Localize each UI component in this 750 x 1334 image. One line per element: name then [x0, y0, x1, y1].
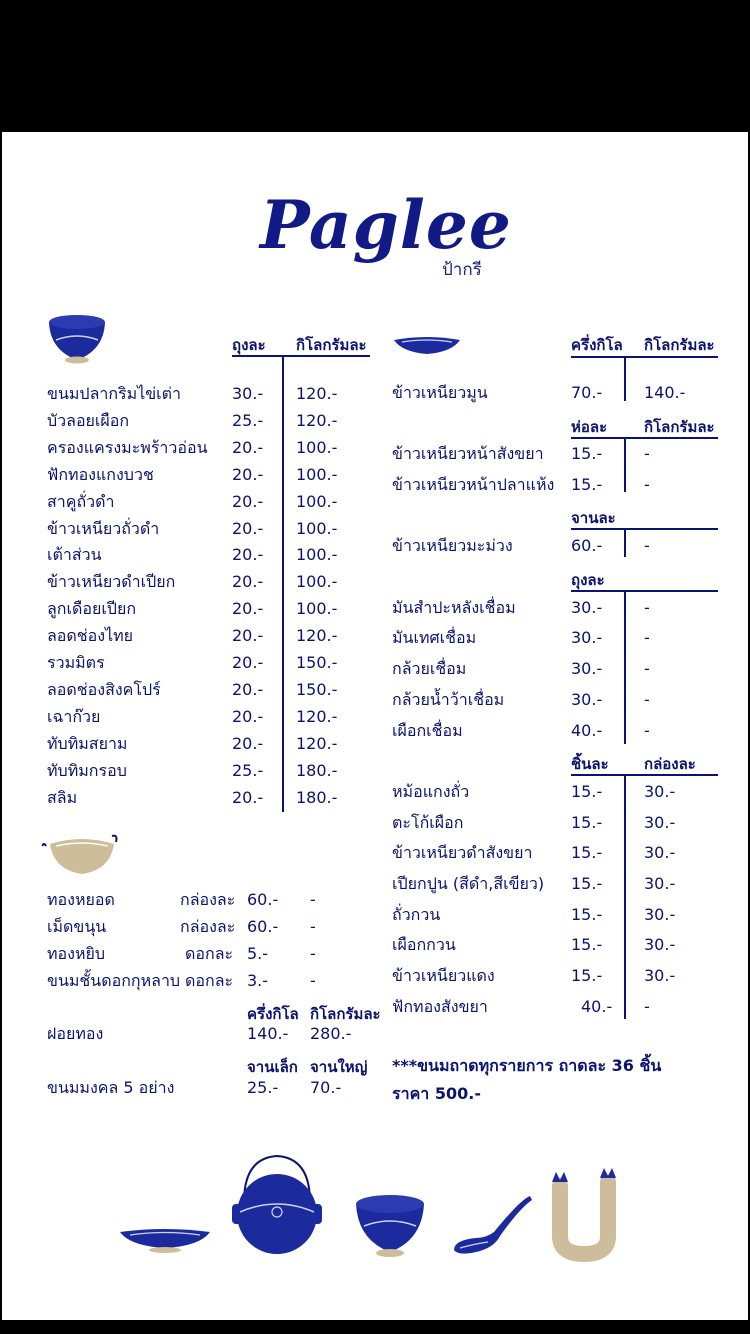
section-header-2: กล่องละ — [644, 755, 696, 773]
item-name: มันเทศเชื่อม — [392, 628, 477, 647]
section-header-1: จานละ — [571, 509, 616, 527]
pot-icon — [228, 1152, 326, 1258]
item-price-kilo: 120.- — [296, 626, 338, 646]
cane-icon — [546, 1166, 630, 1262]
item-price-kilo: 120.- — [296, 706, 338, 726]
item-price-bag: 20.- — [232, 464, 264, 484]
item-price-bag: 20.- — [232, 626, 264, 646]
item-price-bag: 20.- — [232, 733, 264, 753]
item-price-kilo: 100.- — [296, 464, 338, 484]
item-name: ทับทิมสยาม — [47, 733, 128, 753]
item-name: หม้อแกงถั่ว — [392, 782, 470, 801]
item-name: เผือกเชื่อม — [392, 721, 463, 740]
item-price-kilo: 180.- — [296, 760, 338, 780]
header-per-bag: ถุงละ — [232, 336, 266, 354]
section-header-1: ชิ้นละ — [571, 755, 609, 773]
item-price-bag: 20.- — [232, 787, 264, 807]
column-divider — [624, 529, 626, 557]
divider — [571, 774, 718, 776]
brand-logo: Paglee — [260, 186, 512, 264]
bowl-icon — [46, 310, 108, 364]
divider — [571, 437, 718, 439]
plate-icon — [118, 1226, 212, 1256]
item-price-2: 30.- — [644, 843, 676, 862]
item-price-1: 30.- — [571, 598, 603, 617]
item-price-1: 15.- — [571, 813, 603, 832]
item-price-1: 15.- — [571, 935, 603, 954]
item-name: ข้าวเหนียวถั่วดำ — [47, 518, 160, 538]
item-unit: ดอกละ — [185, 944, 234, 963]
item-price-1: 15.- — [571, 874, 603, 893]
item-price-2: 30.- — [644, 874, 676, 893]
item-name: บัวลอยเผือก — [47, 410, 130, 430]
foi-header-half: ครึ่งกิโล — [247, 1005, 299, 1023]
mongkol-header-large: จานใหญ่ — [310, 1058, 368, 1076]
item-name: ลอดช่องไทย — [47, 626, 134, 646]
item-price-bag: 20.- — [232, 518, 264, 538]
item-price-2: - — [644, 721, 650, 740]
item-unit: ดอกละ — [185, 971, 234, 990]
item-price-kilo: 120.- — [296, 384, 338, 403]
item-price: 3.- — [247, 971, 269, 990]
item-name: ข้าวเหนียวดำเปียก — [47, 572, 176, 592]
item-name: ลอดช่องสิงคโปร์ — [47, 679, 161, 699]
item-name: สลิม — [47, 787, 78, 807]
item-name: เปียกปูน (สีดำ,สีเขียว) — [392, 874, 545, 893]
brass-wok-icon — [42, 832, 122, 878]
item-price-alt: - — [310, 944, 316, 963]
item-price-1: 15.- — [571, 444, 603, 463]
section-header-1: ครึ่งกิโล — [571, 336, 623, 354]
item-price-1: 30.- — [571, 628, 603, 647]
item-price-kilo: 120.- — [296, 410, 338, 430]
item-price-kilo: 100.- — [296, 437, 338, 457]
item-price: 60.- — [247, 890, 279, 909]
section-header-1: ห่อละ — [571, 418, 608, 436]
item-price-kilo: 100.- — [296, 572, 338, 592]
item-name: ข้าวเหนียวมะม่วง — [392, 536, 513, 555]
column-divider — [624, 357, 626, 401]
spoon-icon — [450, 1192, 534, 1258]
item-name: เผือกกวน — [392, 935, 456, 954]
item-price-2: - — [644, 997, 650, 1016]
item-price-2: 30.- — [644, 966, 676, 985]
item-name: ถั่วกวน — [392, 905, 441, 924]
item-price-bag: 20.- — [232, 706, 264, 726]
item-price-2: - — [644, 598, 650, 617]
section-header-1: ถุงละ — [571, 571, 605, 589]
item-price-1: 15.- — [571, 905, 603, 924]
item-name: ข้าวเหนียวแดง — [392, 966, 495, 985]
item-price-bag: 25.- — [232, 410, 264, 430]
item-unit: กล่องละ — [180, 890, 236, 909]
item-price-kilo: 120.- — [296, 733, 338, 753]
item-price-2: 30.- — [644, 935, 676, 954]
item-price-2: - — [644, 690, 650, 709]
item-name: ขนมชั้นดอกกุหลาบ — [47, 971, 181, 990]
item-price-kilo: 180.- — [296, 787, 338, 807]
item-name: ข้าวเหนียวมูน — [392, 383, 488, 402]
item-price-kilo: 100.- — [296, 545, 338, 565]
item-price-bag: 20.- — [232, 679, 264, 699]
item-price-2: - — [644, 444, 650, 463]
item-name: ทับทิมกรอบ — [47, 760, 127, 780]
item-name: เฉาก๊วย — [47, 706, 101, 726]
item-price-1: 30.- — [571, 659, 603, 678]
mongkol-header-small: จานเล็ก — [247, 1058, 298, 1076]
item-price-2: 30.- — [644, 905, 676, 924]
tray-note: ***ขนมถาดทุกรายการ ถาดละ 36 ชิ้น — [392, 1056, 662, 1075]
item-price-2: - — [644, 628, 650, 647]
menu-page: Paglee ป้ากรี ถุงละ กิโลกรัมละ ขนมปลากริมไข่เต่า 30.- 120.- บัวลอยเผือก 25.- 120.- ครองแครงมะพร้าวอ่อน 20.- 100.- ฟักทองแกงบวช 20.- 100.- สาคูถั่วดำ 20.- 100.- ข้าวเหนียวถั่วดำ 20.- 100.- เต้าส่วน 20.- 100.- ข้าวเหนียวดำเปียก 20.- 100.- ลูกเดือยเปียก 20.- 100.- ลอดช่องไทย 20.- 120.- รวมมิตร 20.- 150.- ลอดช่องสิงคโปร์ 20.- 150.- เฉาก๊วย 20.- 120.- ทับทิมสยาม 20.- 120.- ทับทิมกรอบ 25.- 180.- สลิม 20.- 180.- ทองหยอด กล่องละ 60.- - เม็ดขนุน กล่องละ 60.- - ทองหยิบ ดอกละ 5.- - ขนมชั้นดอกกุหลาบ ดอกละ 3.- - ครึ่งกิโล กิโลกรัมละ ฝอยทอง 140.- 280.- จานเล็ก จานใหญ่ ขนมมงคล 5 อย่าง 25.- 70.- ครึ่งกิโล กิโลกรัมละ ข้าวเหนียวมูน 70.- 140.- ห่อละ กิโลกรัมละ ข้าวเหนียวหน้าสังขยา 15.- - ข้าวเหนียวหน้าปลาแห้ง 15.- - จานละ ข้าวเหนียวมะม่วง 60.- - ถุงละ มันสำปะหลังเชื่อม 30.- - มันเทศเชื่อม 30.- - กล้วยเชื่อม 30.- - กล้วยน้ำว้าเชื่อม 30.- - เผือกเชื่อม 40.- - ชิ้นละ กล่องละ หม้อแกงถั่ว 15.- 30.- ตะโก้เผือก 15.- 30.- ข้าวเหนียวดำสังขยา 15.- 30.- เปียกปูน (สีดำ,สีเขียว) 15.- 30.- ถั่วกวน 15.- 30.- เผือกกวน 15.- 30.- ข้าวเหนียวแดง 15.- 30.- ฟักทองสังขยา 40.- - ***ขนมถาดทุกรายการ ถาดละ 36 ชิ้น ราคา 500.- — [2, 132, 748, 1320]
item-name: ลูกเดือยเปียก — [47, 599, 137, 619]
item-name: ทองหยิบ — [47, 944, 106, 963]
foi-header-kilo: กิโลกรัมละ — [310, 1005, 381, 1023]
item-price-1: 60.- — [571, 536, 603, 555]
item-unit: กล่องละ — [180, 917, 236, 936]
item-price-1: 40.- — [571, 721, 603, 740]
item-price-bag: 20.- — [232, 572, 264, 592]
item-name: รวมมิตร — [47, 653, 105, 672]
item-price-2: - — [644, 659, 650, 678]
item-price-bag: 20.- — [232, 599, 264, 619]
section-header-2: กิโลกรัมละ — [644, 418, 715, 436]
item-price-bag: 30.- — [232, 384, 264, 403]
item-price-kilo: 150.- — [296, 679, 338, 699]
item-name: ฟักทองแกงบวช — [47, 464, 154, 484]
item-name: ทองหยอด — [47, 890, 115, 909]
divider — [571, 590, 718, 592]
item-price-1: 30.- — [571, 690, 603, 709]
item-price-2: 30.- — [644, 782, 676, 801]
item-price-2: 140.- — [644, 383, 686, 402]
item-price-alt: - — [310, 971, 316, 990]
item-price-bag: 20.- — [232, 653, 264, 672]
column-divider — [624, 775, 626, 1019]
item-name: สาคูถั่วดำ — [47, 491, 115, 511]
section-header-2: กิโลกรัมละ — [644, 336, 715, 354]
item-name: ฟักทองสังขยา — [392, 997, 488, 1016]
item-price-bag: 20.- — [232, 491, 264, 511]
item-price-alt: - — [310, 890, 316, 909]
item-name: ตะโก้เผือก — [392, 813, 464, 832]
item-name: เม็ดขนุน — [47, 917, 107, 936]
item-name: ขนมปลากริมไข่เต่า — [47, 384, 182, 403]
brand-subtitle: ป้ากรี — [442, 260, 482, 280]
item-price-bag: 20.- — [232, 545, 264, 565]
item-name: กล้วยน้ำว้าเชื่อม — [392, 690, 505, 709]
plate-icon — [392, 334, 462, 358]
column-divider — [624, 438, 626, 492]
item-name: ข้าวเหนียวหน้าปลาแห้ง — [392, 475, 555, 494]
item-price-2: - — [644, 536, 650, 555]
item-price-1: 15.- — [571, 843, 603, 862]
tray-price: ราคา 500.- — [392, 1084, 481, 1103]
item-name: กล้วยเชื่อม — [392, 659, 467, 678]
divider — [571, 528, 718, 530]
item-name: ข้าวเหนียวดำสังขยา — [392, 843, 533, 862]
item-price-kilo: 100.- — [296, 518, 338, 538]
item-price: 60.- — [247, 917, 279, 936]
bowl-icon — [352, 1190, 428, 1258]
item-name: ข้าวเหนียวหน้าสังขยา — [392, 444, 544, 463]
item-price-kilo: 100.- — [296, 599, 338, 619]
item-price-bag: 25.- — [232, 760, 264, 780]
item-price-1: 40.- — [581, 997, 613, 1016]
item-price-bag: 20.- — [232, 437, 264, 457]
divider — [571, 356, 718, 358]
item-price-1: 70.- — [571, 383, 603, 402]
item-price: 5.- — [247, 944, 269, 963]
item-price-2: 30.- — [644, 813, 676, 832]
column-divider — [624, 591, 626, 744]
item-price-kilo: 100.- — [296, 491, 338, 511]
item-name: มันสำปะหลังเชื่อม — [392, 598, 516, 617]
item-name: ครองแครงมะพร้าวอ่อน — [47, 437, 208, 457]
item-price-1: 15.- — [571, 782, 603, 801]
item-price-2: - — [644, 475, 650, 494]
item-price-1: 15.- — [571, 966, 603, 985]
item-name: เต้าส่วน — [47, 545, 102, 565]
item-price-alt: - — [310, 917, 316, 936]
item-price-kilo: 150.- — [296, 653, 338, 672]
item-price-1: 15.- — [571, 475, 603, 494]
header-per-kilo: กิโลกรัมละ — [296, 336, 367, 354]
